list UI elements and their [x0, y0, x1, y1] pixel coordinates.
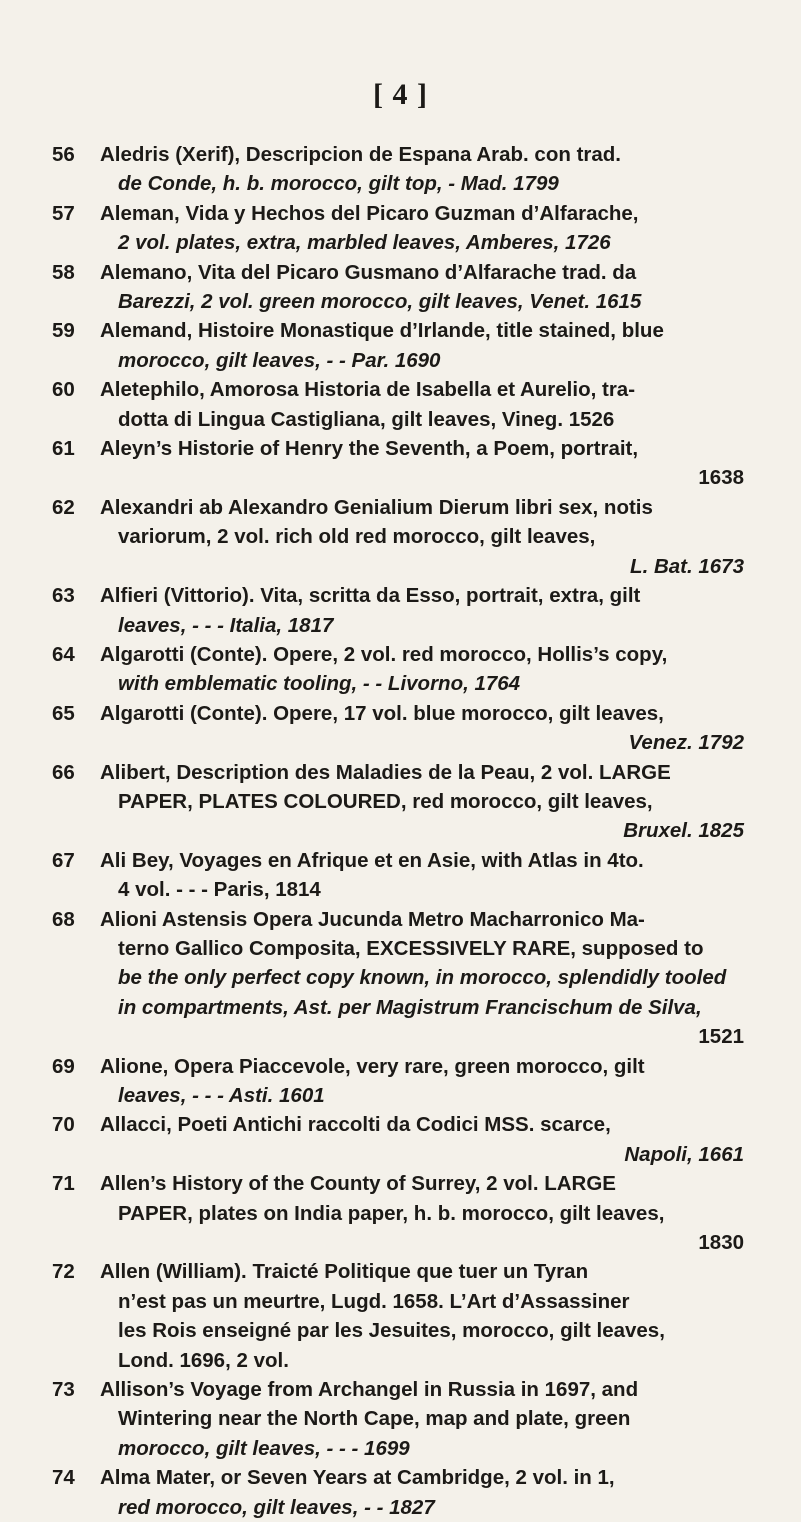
entry-line: n’est pas un meurtre, Lugd. 1658. L’Art d’Assassiner — [118, 1289, 630, 1313]
entry-line: Aleyn’s Historie of Henry the Seventh, a Poem, portrait, — [100, 437, 639, 461]
entry-number: 56 — [52, 143, 75, 166]
entry-line: Algarotti (Conte). Opere, 17 vol. blue morocco, gilt leaves, — [100, 701, 664, 725]
entry-number: 67 — [52, 848, 75, 872]
entry-number: 73 — [52, 1378, 75, 1402]
entry-line: with emblematic tooling, - - Livorno, 1764 — [118, 672, 521, 696]
entry-line: Alexandri ab Alexandro Genialium Dierum libri sex, notis — [100, 495, 653, 519]
entry-number: 70 — [52, 1113, 75, 1137]
catalogue-entry — [52, 258, 744, 317]
entry-line: Alibert, Description des Maladies de la Peau, 2 vol. LARGE — [100, 760, 671, 784]
entry-line: Aledris (Xerif), Descripcion de Espana Arab. con trad. — [100, 143, 621, 166]
entry-line: Ali Bey, Voyages en Afrique et en Asie, with Atlas in 4to. — [100, 848, 644, 872]
page-number: [ 4 ] — [373, 78, 428, 111]
entry-number: 65 — [52, 701, 75, 725]
entry-line: 1638 — [698, 466, 744, 490]
catalogue-entry — [52, 699, 744, 758]
catalogue-entry — [52, 1463, 744, 1522]
entry-line: Lond. 1696, 2 vol. — [118, 1348, 289, 1372]
entry-line: terno Gallico Composita, EXCESSIVELY RARE, supposed to — [118, 936, 704, 960]
entry-line: Aleman, Vida y Hechos del Picaro Guzman d’Alfarache, — [100, 201, 639, 225]
entry-line: Allen (William). Traicté Politique que tuer un Tyran — [100, 1260, 589, 1284]
entry-line: Wintering near the North Cape, map and plate, green — [118, 1407, 631, 1431]
entry-line: red morocco, gilt leaves, - - 1827 — [118, 1495, 435, 1519]
entry-number: 60 — [52, 378, 75, 402]
catalogue-entry — [52, 140, 744, 199]
entry-line: 1521 — [698, 1025, 744, 1049]
catalogue-entry — [52, 640, 744, 699]
entry-line: Allison’s Voyage from Archangel in Russia in 1697, and — [100, 1378, 639, 1402]
catalogue-entry — [52, 758, 744, 846]
entry-line: Aletephilo, Amorosa Historia de Isabella et Aurelio, tra- — [100, 378, 636, 402]
entry-line: morocco, gilt leaves, - - Par. 1690 — [118, 348, 441, 372]
entry-line: 4 vol. - - - Paris, 1814 — [118, 878, 321, 902]
entry-line: Bruxel. 1825 — [623, 819, 744, 843]
entry-line: Allacci, Poeti Antichi raccolti da Codici MSS. scarce, — [100, 1113, 611, 1137]
entry-number: 68 — [52, 907, 75, 931]
catalogue-entry — [52, 1052, 744, 1111]
entry-line: leaves, - - - Italia, 1817 — [118, 613, 334, 637]
catalogue-entry — [52, 846, 744, 905]
entry-number: 64 — [52, 642, 75, 666]
entry-line: les Rois enseigné par les Jesuites, morocco, gilt leaves, — [118, 1319, 665, 1343]
entry-line: Algarotti (Conte). Opere, 2 vol. red morocco, Hollis’s copy, — [100, 642, 668, 666]
catalogue-entries — [52, 140, 744, 1522]
entry-line: leaves, - - - Asti. 1601 — [118, 1084, 325, 1107]
entry-line: Alma Mater, or Seven Years at Cambridge, 2 vol. in 1, — [100, 1466, 615, 1490]
entry-number: 71 — [52, 1172, 75, 1196]
entry-line: dotta di Lingua Castigliana, gilt leaves, Vineg. 1526 — [118, 407, 615, 431]
entry-number: 72 — [52, 1260, 75, 1284]
catalogue-entry — [52, 199, 744, 258]
entry-number: 61 — [52, 437, 75, 461]
entry-line: variorum, 2 vol. rich old red morocco, gilt leaves, — [118, 525, 596, 549]
entry-number: 69 — [52, 1054, 75, 1078]
catalogue-entry — [52, 1257, 744, 1375]
catalogue-entry — [52, 581, 744, 640]
entry-line: L. Bat. 1673 — [630, 554, 744, 578]
catalogue-entry — [52, 316, 744, 375]
entry-number: 63 — [52, 584, 75, 608]
catalogue-entry — [52, 1110, 744, 1169]
entry-line: Barezzi, 2 vol. green morocco, gilt leaves, Venet. 1615 — [118, 290, 642, 314]
catalogue-entry — [52, 1375, 744, 1463]
catalogue-entry — [52, 493, 744, 581]
entry-line: Alioni Astensis Opera Jucunda Metro Macharronico Ma- — [100, 907, 645, 931]
catalogue-entry — [52, 375, 744, 434]
entry-line: Venez. 1792 — [628, 731, 744, 755]
entry-line: be the only perfect copy known, in morocco, splendidly tooled — [118, 966, 727, 990]
entry-line: PAPER, PLATES COLOURED, red morocco, gilt leaves, — [118, 789, 653, 813]
entry-line: Alemano, Vita del Picaro Gusmano d’Alfarache trad. da — [100, 260, 637, 284]
catalogue-entry — [52, 905, 744, 1052]
entry-number: 58 — [52, 260, 75, 284]
entry-line: Alemand, Histoire Monastique d’Irlande, title stained, blue — [100, 319, 664, 343]
entry-line: in compartments, Ast. per Magistrum Francischum de Silva, — [118, 995, 702, 1019]
catalogue-entry — [52, 1169, 744, 1257]
entry-line: PAPER, plates on India paper, h. b. morocco, gilt leaves, — [118, 1201, 665, 1225]
entry-line: morocco, gilt leaves, - - - 1699 — [118, 1436, 410, 1460]
entry-number: 57 — [52, 201, 75, 225]
entry-line: Alfieri (Vittorio). Vita, scritta da Esso, portrait, extra, gilt — [100, 584, 641, 608]
entry-line: Alione, Opera Piaccevole, very rare, green morocco, gilt — [100, 1054, 645, 1078]
entry-line: Allen’s History of the County of Surrey, 2 vol. LARGE — [100, 1172, 616, 1196]
entry-number: 66 — [52, 760, 75, 784]
entry-number: 62 — [52, 495, 75, 519]
entry-number: 74 — [52, 1466, 75, 1490]
entry-line: de Conde, h. b. morocco, gilt top, - Mad. 1799 — [118, 172, 559, 196]
entry-line: Napoli, 1661 — [624, 1142, 744, 1166]
catalogue-entry — [52, 434, 744, 493]
entry-line: 2 vol. plates, extra, marbled leaves, Amberes, 1726 — [118, 231, 611, 255]
entry-line: 1830 — [698, 1231, 744, 1255]
entry-number: 59 — [52, 319, 75, 343]
